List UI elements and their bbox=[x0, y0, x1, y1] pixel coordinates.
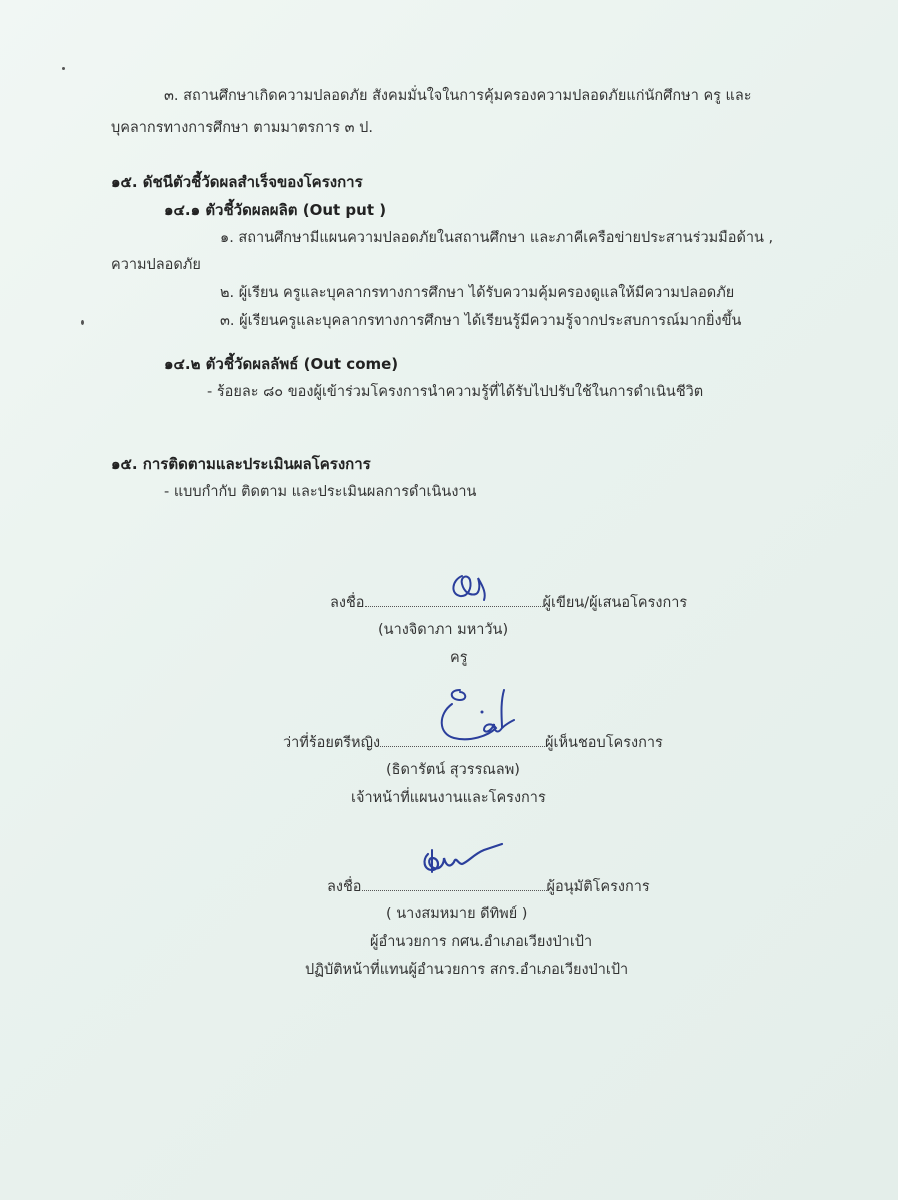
signature-prefix: ลงชื่อ bbox=[327, 879, 362, 895]
signer-1-title: ครู bbox=[450, 650, 468, 666]
outcome-heading: ๑๔.๒ ตัวชี้วัดผลลัพธ์ (Out come) bbox=[164, 355, 399, 373]
signature-role: ผู้เห็นชอบโครงการ bbox=[545, 735, 663, 751]
signature-line-1 bbox=[330, 592, 687, 613]
scan-speck bbox=[62, 67, 65, 70]
signer-2-name: (ธิดารัตน์ สุวรรณลพ) bbox=[386, 762, 520, 778]
output-heading: ๑๔.๑ ตัวชี้วัดผลผลิต (Out put ) bbox=[164, 201, 387, 219]
output-item-1-line2: ความปลอดภัย bbox=[111, 257, 201, 273]
signer-3-title-1: ผู้อำนวยการ กศน.อำเภอเวียงป่าเป้า bbox=[370, 934, 593, 950]
handwritten-signature-1 bbox=[440, 566, 500, 606]
output-item-3: ๓. ผู้เรียนครูและบุคลากรทางการศึกษา ได้เรียนรู้มีความรู้จากประสบการณ์มากยิ่งขึ้น bbox=[220, 313, 742, 329]
signer-3-title-2: ปฏิบัติหน้าที่แทนผู้อำนวยการ สกร.อำเภอเวียงป่าเป้า bbox=[305, 962, 629, 978]
signature-role: ผู้เขียน/ผู้เสนอโครงการ bbox=[542, 595, 688, 611]
monitoring-item-1: - แบบกำกับ ติดตาม และประเมินผลการดำเนินงาน bbox=[164, 484, 477, 500]
sec3-item3-line1: ๓. สถานศึกษาเกิดความปลอดภัย สังคมมั่นใจในการคุ้มครองความปลอดภัยแก่นักศึกษา ครู และ bbox=[164, 88, 752, 104]
monitoring-heading: ๑๕. การติดตามและประเมินผลโครงการ bbox=[111, 455, 371, 473]
sec3-item3-line2: บุคลากรทางการศึกษา ตามมาตรการ ๓ ป. bbox=[111, 120, 373, 136]
outcome-item-1: - ร้อยละ ๘๐ ของผู้เข้าร่วมโครงการนำความรู้ที่ได้รับไปปรับใช้ในการดำเนินชีวิต bbox=[207, 384, 704, 400]
handwritten-signature-3 bbox=[418, 836, 508, 886]
output-item-1-line1: ๑. สถานศึกษามีแผนความปลอดภัยในสถานศึกษา และภาคีเครือข่ายประสานร่วมมือด้าน , bbox=[220, 230, 774, 246]
signature-role: ผู้อนุมัติโครงการ bbox=[546, 879, 650, 895]
signer-3-name: ( นางสมหมาย ดีทิพย์ ) bbox=[386, 906, 528, 922]
handwritten-signature-2 bbox=[430, 684, 520, 746]
signature-prefix: ลงชื่อ bbox=[330, 595, 365, 611]
scan-speck bbox=[81, 320, 84, 325]
signer-1-name: (นางจิดาภา มหาวัน) bbox=[378, 622, 509, 638]
output-item-2: ๒. ผู้เรียน ครูและบุคลากรทางการศึกษา ได้รับความคุ้มครองดูแลให้มีความปลอดภัย bbox=[220, 285, 735, 301]
signature-prefix: ว่าที่ร้อยตรีหญิง bbox=[283, 735, 381, 751]
indicators-heading: ๑๕. ดัชนีตัวชี้วัดผลสำเร็จของโครงการ bbox=[111, 173, 363, 191]
signer-2-title: เจ้าหน้าที่แผนงานและโครงการ bbox=[351, 790, 546, 806]
